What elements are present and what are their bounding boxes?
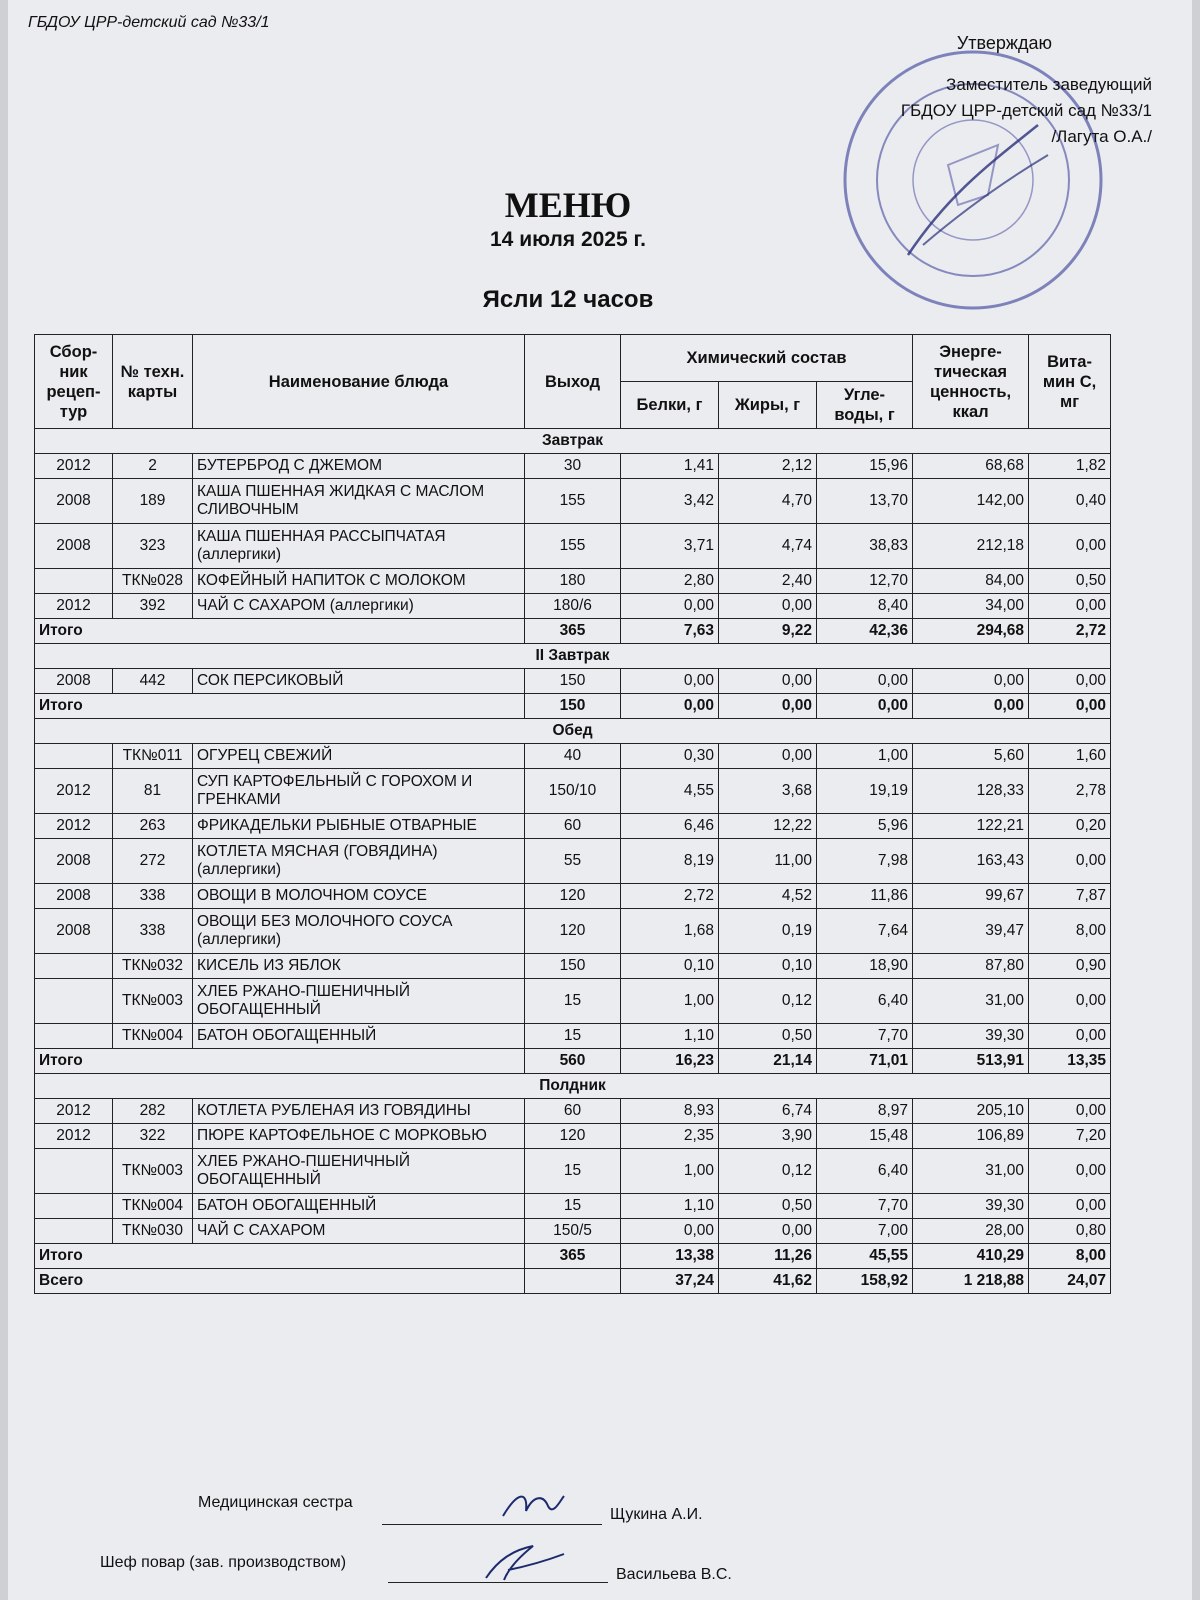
cell-collection: 2008: [35, 909, 113, 954]
col-vitamin: Вита-мин С, мг: [1029, 335, 1111, 429]
cell-carbs: 7,70: [817, 1194, 913, 1219]
cell-vitamin: 0,20: [1029, 814, 1111, 839]
table-row: [35, 769, 1111, 814]
cell-vitamin: 0,00: [1029, 594, 1111, 619]
cell-vitamin: 0,00: [1029, 1024, 1111, 1049]
cell-protein: 0,10: [621, 954, 719, 979]
cell-fat: 3,90: [719, 1124, 817, 1149]
table-row: [35, 884, 1111, 909]
nurse-signature-line: [382, 1524, 602, 1525]
table-row: [35, 479, 1111, 524]
total-label: Итого: [35, 619, 525, 644]
cell-collection: 2012: [35, 1099, 113, 1124]
cell-card: ТК№003: [113, 1149, 193, 1194]
table-row: [35, 1124, 1111, 1149]
cell-protein: 6,46: [621, 814, 719, 839]
cell-card: ТК№011: [113, 744, 193, 769]
cell-fat: 0,12: [719, 1149, 817, 1194]
total-energy: 513,91: [913, 1049, 1029, 1074]
cell-energy: 39,30: [913, 1024, 1029, 1049]
col-energy: Энерге-тическая ценность, ккал: [913, 335, 1029, 429]
total-energy: 294,68: [913, 619, 1029, 644]
grand-total-label: Всего: [35, 1269, 525, 1294]
cell-fat: 3,68: [719, 769, 817, 814]
col-output: Выход: [525, 335, 621, 429]
cell-collection: 2008: [35, 524, 113, 569]
cell-protein: 1,41: [621, 454, 719, 479]
cell-carbs: 15,48: [817, 1124, 913, 1149]
cell-vitamin: 7,20: [1029, 1124, 1111, 1149]
cell-vitamin: 8,00: [1029, 909, 1111, 954]
cell-energy: 28,00: [913, 1219, 1029, 1244]
total-carbs: 71,01: [817, 1049, 913, 1074]
cell-output: 40: [525, 744, 621, 769]
cell-dish: СОК ПЕРСИКОВЫЙ: [193, 669, 525, 694]
total-label: Итого: [35, 694, 525, 719]
cell-vitamin: 1,60: [1029, 744, 1111, 769]
menu-table: [34, 334, 1111, 1294]
table-row: [35, 839, 1111, 884]
nurse-name: Щукина А.И.: [610, 1506, 703, 1523]
total-row: [35, 619, 1111, 644]
cell-vitamin: 0,80: [1029, 1219, 1111, 1244]
section-title: Полдник: [35, 1074, 1111, 1099]
cell-card: 323: [113, 524, 193, 569]
cell-carbs: 19,19: [817, 769, 913, 814]
cell-output: 150/5: [525, 1219, 621, 1244]
cell-energy: 142,00: [913, 479, 1029, 524]
cell-carbs: 8,97: [817, 1099, 913, 1124]
section-header: [35, 429, 1111, 454]
grand-total-vitamin: 24,07: [1029, 1269, 1111, 1294]
table-row: [35, 524, 1111, 569]
cell-protein: 0,00: [621, 669, 719, 694]
cell-fat: 6,74: [719, 1099, 817, 1124]
cell-dish: ХЛЕБ РЖАНО-ПШЕНИЧНЫЙ ОБОГАЩЕННЫЙ: [193, 979, 525, 1024]
total-fat: 11,26: [719, 1244, 817, 1269]
cell-protein: 3,71: [621, 524, 719, 569]
cell-energy: 99,67: [913, 884, 1029, 909]
cell-protein: 0,30: [621, 744, 719, 769]
cell-collection: [35, 744, 113, 769]
cell-collection: [35, 1194, 113, 1219]
cell-collection: 2012: [35, 454, 113, 479]
table-row: [35, 1099, 1111, 1124]
table-row: [35, 569, 1111, 594]
grand-total-row: [35, 1269, 1111, 1294]
table-row: [35, 454, 1111, 479]
cell-energy: 5,60: [913, 744, 1029, 769]
cell-protein: 1,10: [621, 1024, 719, 1049]
cell-carbs: 7,70: [817, 1024, 913, 1049]
cell-output: 150: [525, 669, 621, 694]
cell-card: 338: [113, 884, 193, 909]
cell-protein: 0,00: [621, 1219, 719, 1244]
cell-fat: 0,50: [719, 1024, 817, 1049]
cell-output: 120: [525, 909, 621, 954]
cell-vitamin: 0,00: [1029, 1149, 1111, 1194]
total-output: 365: [525, 619, 621, 644]
approval-position: Заместитель заведующий: [946, 75, 1152, 94]
cell-dish: ЧАЙ С САХАРОМ (аллергики): [193, 594, 525, 619]
document-title: МЕНЮ: [504, 185, 632, 225]
total-fat: 21,14: [719, 1049, 817, 1074]
total-energy: 410,29: [913, 1244, 1029, 1269]
cell-fat: 0,10: [719, 954, 817, 979]
cell-carbs: 11,86: [817, 884, 913, 909]
table-row: [35, 1149, 1111, 1194]
cell-collection: 2012: [35, 814, 113, 839]
cell-carbs: 7,00: [817, 1219, 913, 1244]
total-protein: 16,23: [621, 1049, 719, 1074]
total-protein: 13,38: [621, 1244, 719, 1269]
cell-card: 392: [113, 594, 193, 619]
menu-sheet: [8, 0, 1192, 1600]
chef-signature: [478, 1540, 568, 1584]
cell-output: 150/10: [525, 769, 621, 814]
total-energy: 0,00: [913, 694, 1029, 719]
cell-output: 155: [525, 524, 621, 569]
cell-vitamin: 7,87: [1029, 884, 1111, 909]
cell-card: 189: [113, 479, 193, 524]
cell-fat: 4,74: [719, 524, 817, 569]
cell-dish: ФРИКАДЕЛЬКИ РЫБНЫЕ ОТВАРНЫЕ: [193, 814, 525, 839]
chef-role: Шеф повар (зав. производством): [100, 1554, 347, 1571]
cell-protein: 0,00: [621, 594, 719, 619]
organization-name: ГБДОУ ЦРР-детский сад №33/1: [28, 14, 270, 31]
cell-vitamin: 0,00: [1029, 979, 1111, 1024]
table-row: [35, 909, 1111, 954]
col-fat: Жиры, г: [719, 382, 817, 429]
cell-output: 150: [525, 954, 621, 979]
cell-energy: 0,00: [913, 669, 1029, 694]
cell-dish: БУТЕРБРОД С ДЖЕМОМ: [193, 454, 525, 479]
cell-carbs: 7,64: [817, 909, 913, 954]
total-vitamin: 2,72: [1029, 619, 1111, 644]
document-date: 14 июля 2025 г.: [490, 228, 646, 251]
cell-energy: 84,00: [913, 569, 1029, 594]
cell-fat: 2,40: [719, 569, 817, 594]
cell-carbs: 5,96: [817, 814, 913, 839]
cell-output: 180/6: [525, 594, 621, 619]
cell-card: 2: [113, 454, 193, 479]
cell-carbs: 6,40: [817, 979, 913, 1024]
total-carbs: 42,36: [817, 619, 913, 644]
total-carbs: 45,55: [817, 1244, 913, 1269]
cell-card: 263: [113, 814, 193, 839]
cell-output: 155: [525, 479, 621, 524]
cell-card: 282: [113, 1099, 193, 1124]
cell-collection: [35, 569, 113, 594]
cell-energy: 163,43: [913, 839, 1029, 884]
section-header: [35, 719, 1111, 744]
cell-vitamin: 0,00: [1029, 524, 1111, 569]
total-vitamin: 0,00: [1029, 694, 1111, 719]
table-row: [35, 979, 1111, 1024]
nurse-signature: [498, 1486, 568, 1522]
total-fat: 9,22: [719, 619, 817, 644]
cell-energy: 34,00: [913, 594, 1029, 619]
cell-dish: БАТОН ОБОГАЩЕННЫЙ: [193, 1024, 525, 1049]
cell-carbs: 12,70: [817, 569, 913, 594]
cell-fat: 0,00: [719, 669, 817, 694]
section-title: II Завтрак: [35, 644, 1111, 669]
grand-total-fat: 41,62: [719, 1269, 817, 1294]
cell-card: ТК№004: [113, 1194, 193, 1219]
cell-vitamin: 0,40: [1029, 479, 1111, 524]
total-protein: 7,63: [621, 619, 719, 644]
cell-dish: ОГУРЕЦ СВЕЖИЙ: [193, 744, 525, 769]
cell-energy: 122,21: [913, 814, 1029, 839]
cell-energy: 31,00: [913, 979, 1029, 1024]
section-title: Обед: [35, 719, 1111, 744]
cell-card: ТК№032: [113, 954, 193, 979]
cell-protein: 1,68: [621, 909, 719, 954]
cell-fat: 4,52: [719, 884, 817, 909]
cell-dish: ОВОЩИ В МОЛОЧНОМ СОУСЕ: [193, 884, 525, 909]
total-output: 365: [525, 1244, 621, 1269]
cell-dish: КОФЕЙНЫЙ НАПИТОК С МОЛОКОМ: [193, 569, 525, 594]
grand-total-output: [525, 1269, 621, 1294]
cell-carbs: 1,00: [817, 744, 913, 769]
cell-output: 15: [525, 1149, 621, 1194]
cell-fat: 2,12: [719, 454, 817, 479]
cell-collection: [35, 1219, 113, 1244]
cell-collection: 2008: [35, 669, 113, 694]
cell-output: 180: [525, 569, 621, 594]
col-card: № техн. карты: [113, 335, 193, 429]
cell-protein: 2,35: [621, 1124, 719, 1149]
cell-carbs: 38,83: [817, 524, 913, 569]
cell-fat: 0,50: [719, 1194, 817, 1219]
cell-collection: 2012: [35, 1124, 113, 1149]
cell-protein: 2,72: [621, 884, 719, 909]
cell-output: 15: [525, 979, 621, 1024]
cell-card: 81: [113, 769, 193, 814]
cell-card: ТК№028: [113, 569, 193, 594]
cell-fat: 0,00: [719, 1219, 817, 1244]
cell-vitamin: 0,00: [1029, 669, 1111, 694]
cell-dish: КОТЛЕТА МЯСНАЯ (ГОВЯДИНА) (аллергики): [193, 839, 525, 884]
cell-carbs: 6,40: [817, 1149, 913, 1194]
col-carbs: Угле-воды, г: [817, 382, 913, 429]
cell-collection: 2012: [35, 769, 113, 814]
cell-card: ТК№003: [113, 979, 193, 1024]
cell-card: ТК№030: [113, 1219, 193, 1244]
cell-collection: 2012: [35, 594, 113, 619]
cell-energy: 68,68: [913, 454, 1029, 479]
cell-protein: 2,80: [621, 569, 719, 594]
cell-vitamin: 0,50: [1029, 569, 1111, 594]
table-row: [35, 1194, 1111, 1219]
total-carbs: 0,00: [817, 694, 913, 719]
group-title: Ясли 12 часов: [482, 286, 654, 313]
cell-collection: 2008: [35, 884, 113, 909]
cell-fat: 12,22: [719, 814, 817, 839]
cell-protein: 8,19: [621, 839, 719, 884]
total-row: [35, 694, 1111, 719]
section-title: Завтрак: [35, 429, 1111, 454]
col-dish: Наименование блюда: [193, 335, 525, 429]
cell-dish: ХЛЕБ РЖАНО-ПШЕНИЧНЫЙ ОБОГАЩЕННЫЙ: [193, 1149, 525, 1194]
chef-name: Васильева В.С.: [616, 1566, 732, 1583]
cell-collection: 2008: [35, 839, 113, 884]
cell-output: 15: [525, 1024, 621, 1049]
cell-energy: 39,30: [913, 1194, 1029, 1219]
cell-carbs: 7,98: [817, 839, 913, 884]
cell-vitamin: 0,00: [1029, 839, 1111, 884]
col-protein: Белки, г: [621, 382, 719, 429]
cell-fat: 0,19: [719, 909, 817, 954]
cell-energy: 205,10: [913, 1099, 1029, 1124]
total-vitamin: 13,35: [1029, 1049, 1111, 1074]
total-output: 150: [525, 694, 621, 719]
approval-title: Утверждаю: [956, 33, 1052, 53]
table-row: [35, 669, 1111, 694]
table-row: [35, 744, 1111, 769]
cell-fat: 0,00: [719, 744, 817, 769]
total-vitamin: 8,00: [1029, 1244, 1111, 1269]
cell-card: 338: [113, 909, 193, 954]
cell-fat: 0,12: [719, 979, 817, 1024]
cell-fat: 0,00: [719, 594, 817, 619]
cell-carbs: 15,96: [817, 454, 913, 479]
nurse-role: Медицинская сестра: [198, 1494, 353, 1511]
cell-dish: ОВОЩИ БЕЗ МОЛОЧНОГО СОУСА (аллергики): [193, 909, 525, 954]
cell-dish: КАША ПШЕННАЯ ЖИДКАЯ С МАСЛОМ СЛИВОЧНЫМ: [193, 479, 525, 524]
approval-name: /Лагута О.А./: [1051, 127, 1152, 146]
section-header: [35, 1074, 1111, 1099]
section-header: [35, 644, 1111, 669]
table-row: [35, 954, 1111, 979]
cell-dish: СУП КАРТОФЕЛЬНЫЙ С ГОРОХОМ И ГРЕНКАМИ: [193, 769, 525, 814]
cell-output: 120: [525, 1124, 621, 1149]
cell-fat: 4,70: [719, 479, 817, 524]
cell-card: 442: [113, 669, 193, 694]
cell-output: 15: [525, 1194, 621, 1219]
cell-dish: БАТОН ОБОГАЩЕННЫЙ: [193, 1194, 525, 1219]
cell-energy: 212,18: [913, 524, 1029, 569]
total-row: [35, 1049, 1111, 1074]
grand-total-protein: 37,24: [621, 1269, 719, 1294]
cell-output: 120: [525, 884, 621, 909]
table-row: [35, 1024, 1111, 1049]
cell-carbs: 0,00: [817, 669, 913, 694]
total-row: [35, 1244, 1111, 1269]
total-protein: 0,00: [621, 694, 719, 719]
cell-output: 60: [525, 1099, 621, 1124]
cell-collection: [35, 979, 113, 1024]
cell-dish: КИСЕЛЬ ИЗ ЯБЛОК: [193, 954, 525, 979]
cell-protein: 3,42: [621, 479, 719, 524]
cell-vitamin: 0,00: [1029, 1194, 1111, 1219]
total-label: Итого: [35, 1244, 525, 1269]
cell-vitamin: 2,78: [1029, 769, 1111, 814]
cell-card: ТК№004: [113, 1024, 193, 1049]
cell-card: 322: [113, 1124, 193, 1149]
cell-dish: ПЮРЕ КАРТОФЕЛЬНОЕ С МОРКОВЬЮ: [193, 1124, 525, 1149]
table-row: [35, 1219, 1111, 1244]
cell-energy: 106,89: [913, 1124, 1029, 1149]
cell-card: 272: [113, 839, 193, 884]
cell-carbs: 18,90: [817, 954, 913, 979]
cell-vitamin: 1,82: [1029, 454, 1111, 479]
grand-total-energy: 1 218,88: [913, 1269, 1029, 1294]
total-output: 560: [525, 1049, 621, 1074]
cell-protein: 4,55: [621, 769, 719, 814]
cell-vitamin: 0,90: [1029, 954, 1111, 979]
table-row: [35, 594, 1111, 619]
col-chem: Химический состав: [621, 335, 913, 382]
cell-output: 55: [525, 839, 621, 884]
cell-collection: [35, 1024, 113, 1049]
cell-collection: [35, 1149, 113, 1194]
total-label: Итого: [35, 1049, 525, 1074]
cell-collection: 2008: [35, 479, 113, 524]
cell-carbs: 13,70: [817, 479, 913, 524]
cell-fat: 11,00: [719, 839, 817, 884]
table-row: [35, 814, 1111, 839]
cell-output: 30: [525, 454, 621, 479]
cell-energy: 87,80: [913, 954, 1029, 979]
cell-output: 60: [525, 814, 621, 839]
cell-dish: КОТЛЕТА РУБЛЕНАЯ ИЗ ГОВЯДИНЫ: [193, 1099, 525, 1124]
cell-protein: 1,00: [621, 1149, 719, 1194]
cell-dish: ЧАЙ С САХАРОМ: [193, 1219, 525, 1244]
cell-energy: 128,33: [913, 769, 1029, 814]
cell-dish: КАША ПШЕННАЯ РАССЫПЧАТАЯ (аллергики): [193, 524, 525, 569]
cell-protein: 1,10: [621, 1194, 719, 1219]
cell-vitamin: 0,00: [1029, 1099, 1111, 1124]
cell-carbs: 8,40: [817, 594, 913, 619]
menu-body: [35, 429, 1111, 1294]
cell-collection: [35, 954, 113, 979]
grand-total-carbs: 158,92: [817, 1269, 913, 1294]
cell-energy: 31,00: [913, 1149, 1029, 1194]
cell-protein: 8,93: [621, 1099, 719, 1124]
approval-block: [792, 30, 1152, 150]
total-fat: 0,00: [719, 694, 817, 719]
approval-organization: ГБДОУ ЦРР-детский сад №33/1: [900, 101, 1152, 120]
cell-energy: 39,47: [913, 909, 1029, 954]
col-collection: Сбор-ник рецеп-тур: [35, 335, 113, 429]
cell-protein: 1,00: [621, 979, 719, 1024]
